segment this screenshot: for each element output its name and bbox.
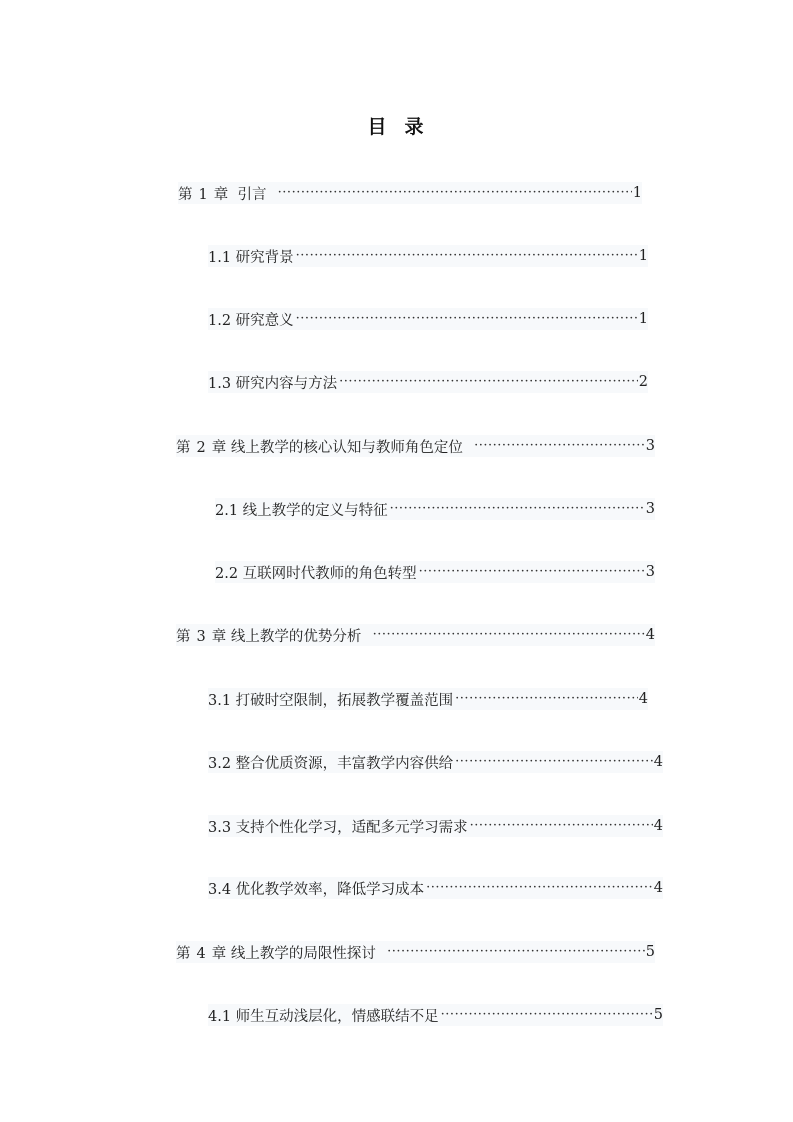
- dot-leader: [470, 815, 653, 837]
- toc-entry-3-1[interactable]: [208, 688, 648, 710]
- toc-page-number: 1: [638, 311, 648, 327]
- toc-entry-3-4[interactable]: [208, 877, 663, 899]
- toc-entry-label: 第 1 章 引言: [178, 186, 267, 203]
- toc-page-number: 3: [645, 564, 655, 580]
- toc-entry-1-1[interactable]: [208, 245, 648, 267]
- toc-entry-1-2[interactable]: [208, 308, 648, 330]
- toc-page-number: 2: [638, 374, 648, 390]
- dot-leader: [455, 751, 653, 773]
- toc-entry-chapter-4[interactable]: [176, 941, 655, 963]
- toc-title-char-2: 录: [404, 116, 426, 138]
- toc-entry-label: 3.4 优化教学效率，降低学习成本: [208, 881, 425, 898]
- toc-entry-label: 3.1 打破时空限制，拓展教学覆盖范围: [208, 692, 454, 709]
- toc-page-number: 4: [653, 754, 663, 770]
- toc-page-number: 5: [645, 944, 655, 960]
- toc-entry-2-2[interactable]: [215, 561, 655, 583]
- dot-leader: [278, 182, 632, 204]
- toc-entry-label: 第 3 章 线上教学的优势分析: [176, 628, 362, 645]
- toc-entry-label: 1.1 研究背景: [208, 249, 294, 266]
- toc-entry-label: 2.2 互联网时代教师的角色转型: [215, 565, 417, 582]
- dot-leader: [339, 371, 638, 393]
- dot-leader: [390, 498, 645, 520]
- dot-leader: [387, 941, 645, 963]
- toc-entry-label: 3.3 支持个性化学习，适配多元学习需求: [208, 819, 468, 836]
- toc-page-number: 4: [653, 818, 663, 834]
- toc-page-number: 1: [632, 185, 642, 201]
- toc-entry-label: 2.1 线上教学的定义与特征: [215, 502, 388, 519]
- toc-entry-label: 3.2 整合优质资源，丰富教学内容供给: [208, 755, 454, 772]
- dot-leader: [474, 435, 645, 457]
- toc-entry-chapter-3[interactable]: [176, 624, 655, 646]
- dot-leader: [441, 1004, 653, 1026]
- toc-entry-3-2[interactable]: [208, 751, 663, 773]
- toc-entry-1-3[interactable]: [208, 371, 648, 393]
- toc-title: [0, 112, 793, 139]
- toc-entry-chapter-2[interactable]: [176, 435, 655, 457]
- dot-leader: [296, 245, 638, 267]
- toc-title-char-1: 目: [367, 116, 389, 138]
- toc-entry-4-1[interactable]: [208, 1004, 663, 1026]
- toc-page-number: 4: [653, 880, 663, 896]
- toc-page-number: 3: [645, 501, 655, 517]
- dot-leader: [455, 688, 638, 710]
- dot-leader: [373, 624, 645, 646]
- toc-page-number: 4: [645, 627, 655, 643]
- toc-entry-chapter-1[interactable]: [178, 182, 642, 204]
- toc-entry-label: 1.3 研究内容与方法: [208, 375, 338, 392]
- toc-page-number: 4: [638, 691, 648, 707]
- dot-leader: [296, 308, 638, 330]
- toc-page-number: 1: [638, 248, 648, 264]
- toc-entry-label: 第 2 章 线上教学的核心认知与教师角色定位: [176, 439, 463, 456]
- toc-page-number: 3: [645, 438, 655, 454]
- toc-entry-label: 第 4 章 线上教学的局限性探讨: [176, 945, 376, 962]
- toc-entry-label: 4.1 师生互动浅层化，情感联结不足: [208, 1008, 439, 1025]
- toc-entry-label: 1.2 研究意义: [208, 312, 294, 329]
- toc-entry-2-1[interactable]: [215, 498, 655, 520]
- toc-entry-3-3[interactable]: [208, 815, 663, 837]
- dot-leader: [426, 877, 653, 899]
- toc-page-number: 5: [653, 1007, 663, 1023]
- dot-leader: [419, 561, 645, 583]
